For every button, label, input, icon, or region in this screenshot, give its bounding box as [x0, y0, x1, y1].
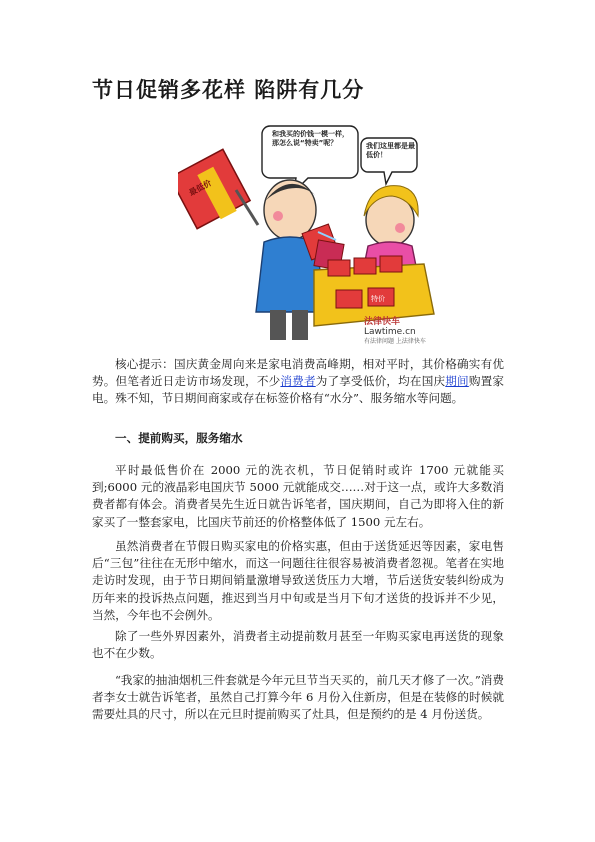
watermark-domain: Lawtime.cn [364, 327, 416, 337]
price-sign [178, 149, 258, 228]
watermark-slogan: 有法律问题 上法律快车 [364, 338, 426, 345]
link-period[interactable]: 期间 [445, 374, 469, 389]
bubble-left-text: 和我买的价钱一模一样，那怎么说“特卖”呢？ [272, 130, 349, 147]
section-heading: 一、提前购买，服务缩水 [115, 431, 243, 445]
watermark-brand: 法律快车 [364, 317, 401, 327]
body-paragraph: 虽然消费者在节假日购买家电的价格实惠，但由于送货延迟等因素，家电售后“三包”往往在无形中缩水，而这一问题往往很容易被消费者忽视。笔者在实地走访时发现，由于节日期间销量激增导致送货压力大增，节后送货安装纠纷成为历年来的投诉热点问题，推迟到当月中旬或是当月下旬才送货的投诉并不少见，当然，今年也不会例外。 [92, 539, 504, 622]
body-paragraph: 平时最低售价在 2000 元的洗衣机，节日促销时或许 1700 元就能买到;6000 元的液晶彩电国庆节 5000 元就能成交……对于这一点，或许大多数消费者都有体会。消费者吴先生近日就告诉笔者，国庆期间，自己为即将入住的新家买了一整套家电，比国庆节前还的价格整体低了 1500 元左右。 [92, 463, 504, 529]
store-counter [314, 256, 434, 326]
speech-bubble-left [262, 126, 358, 192]
body-paragraph: 除了一些外界因素外，消费者主动提前数月甚至一年购买家电再送货的现象也不在少数。 [92, 629, 504, 661]
body-paragraph: “我家的抽油烟机三件套就是今年元旦节当天买的，前几天才修了一次。”消费者李女士就告诉笔者，虽然自己打算今年 6 月份入住新房，但是在装修的时候就需要灶具的尺寸，所以在元旦时提前购买了灶具，但是预约的是 4 月份送货。 [92, 673, 504, 722]
intro-text-3: 购置家电。殊不知，节日期间商家或存在标签价格有“水分”、服务缩水等问题。 [92, 374, 504, 406]
watermark [364, 315, 426, 345]
intro-paragraph [92, 356, 504, 408]
speech-bubble-right [361, 138, 417, 184]
link-consumer[interactable]: 消费者 [280, 374, 316, 389]
article-title: 节日促销多花样 陷阱有几分 [92, 78, 365, 102]
box-label: 特价 [371, 295, 385, 303]
bubble-right-text: 我们这里都是最低价！ [366, 142, 415, 159]
cartoon-illustration [178, 120, 448, 350]
intro-text-1: 核心提示：国庆黄金周向来是家电消费高峰期，相对平时，其价格确实有优势。但笔者近日走访市场发现，不少 [92, 357, 504, 389]
intro-text-2: 为了享受低价，均在国庆 [315, 374, 446, 389]
sign-text: 最低价 [187, 178, 214, 198]
